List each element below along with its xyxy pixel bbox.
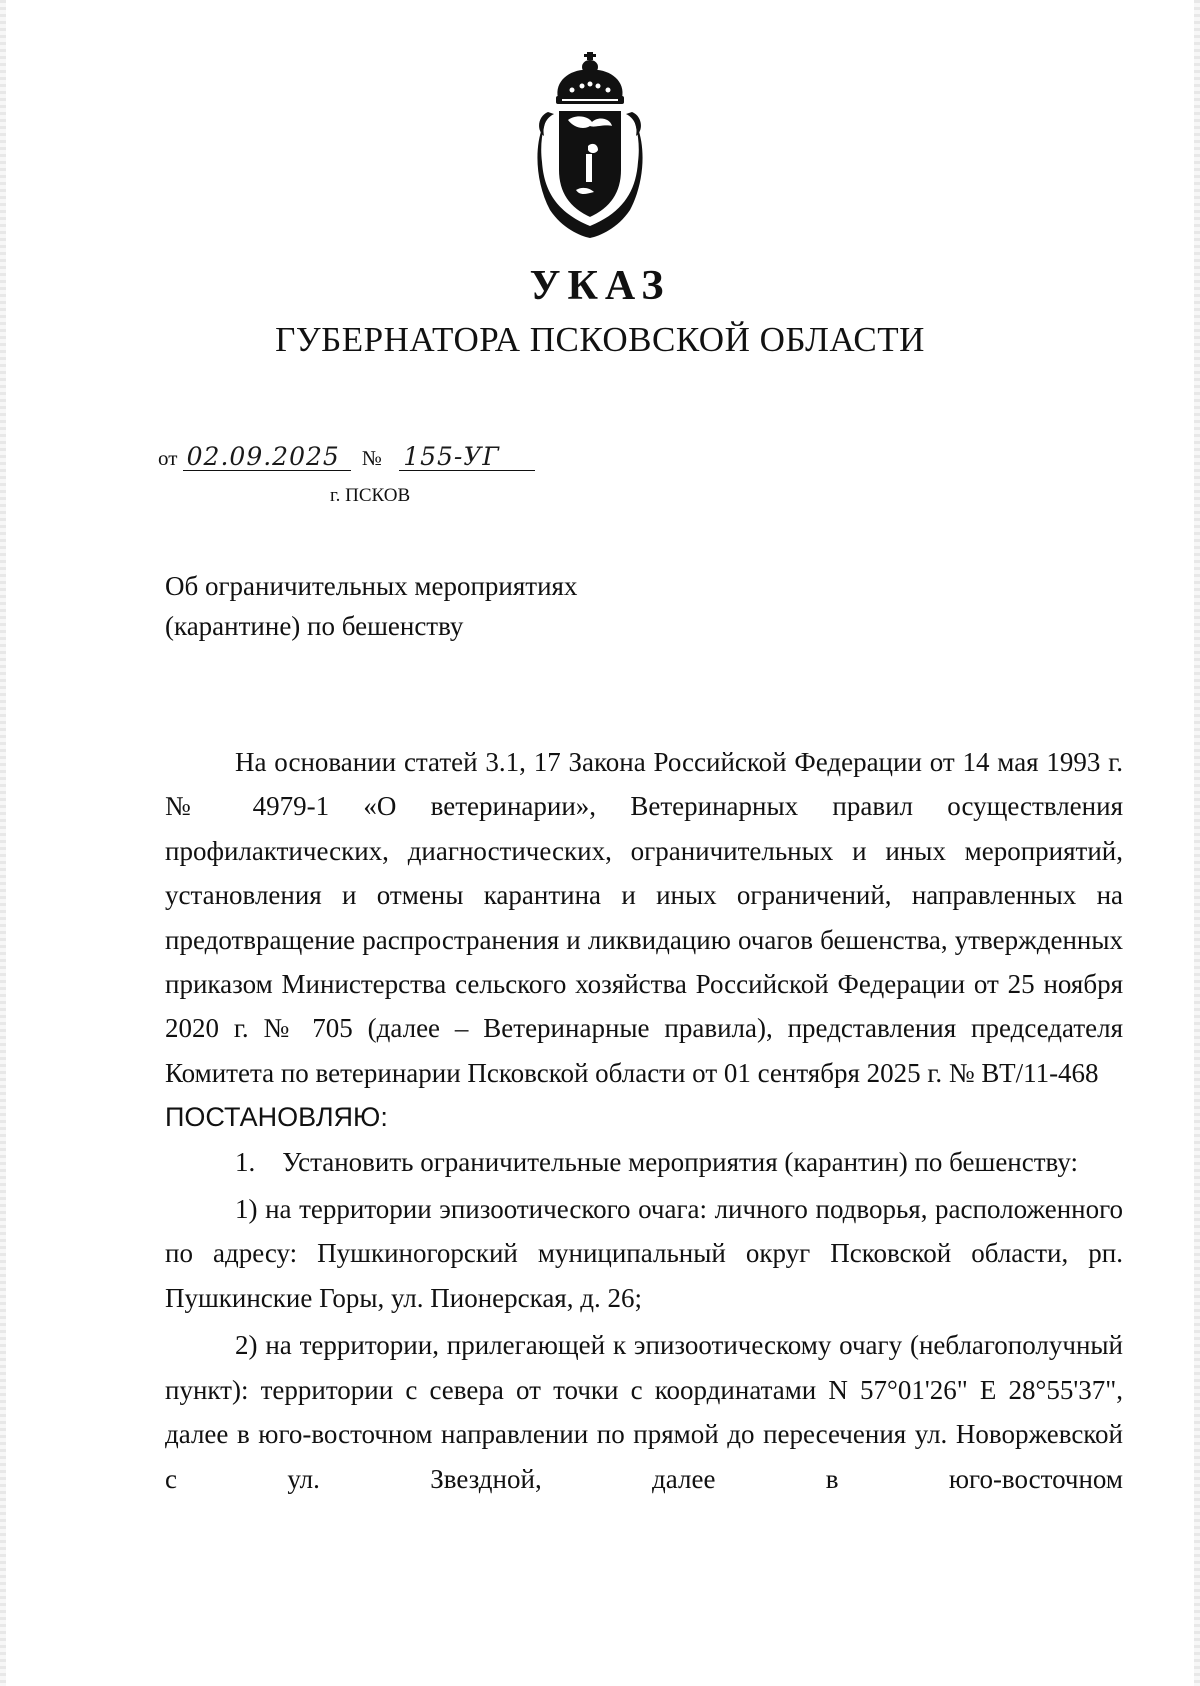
city-label: г. ПСКОВ	[330, 485, 411, 506]
handwritten-number: 155-УГ	[399, 444, 535, 471]
item-1-1-paragraph: 1) на территории эпизоотического очага: личного подворья, расположенного по адресу: Пушкиногорский муниципальный округ Псковской области, рп. Пушкинские Горы, ул. Пионерская, д. 26;	[165, 1194, 1123, 1313]
subject-line-1: Об ограничительных мероприятиях	[165, 571, 578, 601]
document-body	[165, 740, 1123, 1501]
number-sign: №	[361, 446, 382, 470]
document-subject	[165, 566, 765, 646]
preamble-paragraph: На основании статей 3.1, 17 Закона Российской Федерации от 14 мая 1993 г. № 4979-1 «О ветеринарии», Ветеринарных правил осуществления профилактических, диагностических, ограничительных и иных мероприятий, установления и отмены карантина и иных ограничений, направленных на предотвращение распространения и ликвидацию очагов бешенства, утвержденных приказом Министерства сельского хозяйства Российской Федерации от 25 ноября 2020 г. № 705 (далее – Ветеринарные правила), представления председателя Комитета по ветеринарии Псковской области от 01 сентября 2025 г. № ВТ/11-468	[165, 747, 1123, 1088]
subject-line-2: (карантине) по бешенству	[165, 611, 464, 641]
scan-edge-left	[0, 0, 6, 1686]
date-prefix: от	[158, 446, 178, 470]
coat-of-arms-emblem	[528, 50, 652, 240]
document-type-title: УКАЗ	[529, 263, 671, 309]
item-1-paragraph: 1. Установить ограничительные мероприятия (карантин) по бешенству:	[235, 1146, 1079, 1177]
issuer-title: ГУБЕРНАТОРА ПСКОВСКОЙ ОБЛАСТИ	[275, 320, 925, 359]
scan-edge-right	[1194, 0, 1200, 1686]
item-1-2-paragraph: 2) на территории, прилегающей к эпизоотическому очагу (неблагополучный пункт): территории с севера от точки с координатами N 57°01'26" E 28°55'37", далее в юго-восточном направлении по прямой до пересечения ул. Новоржевской с ул. Звездной, далее в юго-восточном	[165, 1330, 1123, 1494]
handwritten-date: 02.09.2025	[183, 444, 351, 471]
postanovlyayu-heading: ПОСТАНОВЛЯЮ:	[165, 1102, 388, 1133]
date-number-row	[158, 444, 535, 471]
